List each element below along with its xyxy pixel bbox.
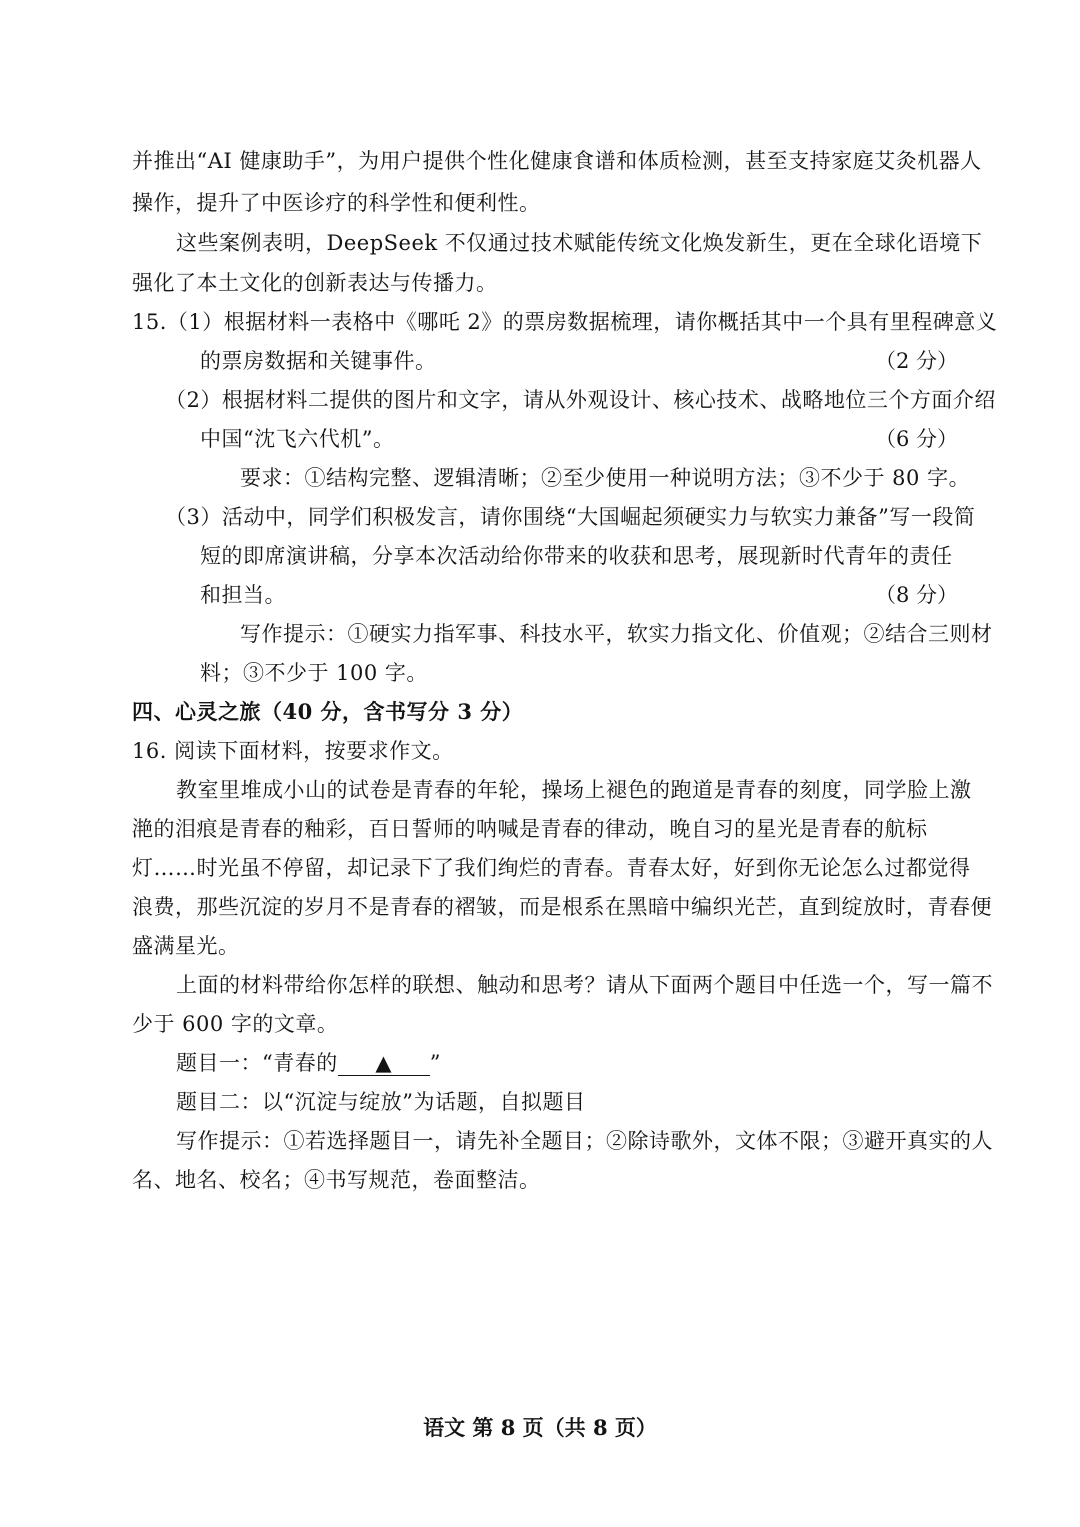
q15-part1-line-1: 15.（1）根据材料一表格中《哪吒 2》的票房数据梳理，请你概括其中一个具有里程碑意义: [132, 310, 998, 334]
topic-1-prefix: 题目一：“青春的: [176, 1051, 338, 1075]
q16-topic-2: 题目二：以“沉淀与绽放”为话题，自拟题目: [176, 1090, 586, 1114]
q15-part3-line-2: 短的即席演讲稿，分享本次活动给你带来的收获和思考，展现新时代青年的责任: [200, 544, 953, 568]
q16-material-line-2: 滟的泪痕是青春的釉彩，百日誓师的呐喊是青春的律动，晚自习的星光是青春的航标: [132, 817, 928, 841]
q15-part3-tip-2: 料；③不少于 100 字。: [200, 661, 428, 685]
q16-ask-line-2: 少于 600 字的文章。: [132, 1012, 339, 1036]
q15-part1-score: （2 分）: [874, 349, 958, 373]
q16-ask-line-1: 上面的材料带给你怎样的联想、触动和思考？请从下面两个题目中任选一个，写一篇不: [176, 973, 993, 997]
material-line-2: 操作，提升了中医诊疗的科学性和便利性。: [132, 191, 541, 215]
q16-material-line-4: 浪费，那些沉淀的岁月不是青春的褶皱，而是根系在黑暗中编织光芒，直到绽放时，青春便: [132, 895, 992, 919]
q16-writing-tip-2: 名、地名、校名；④书写规范，卷面整洁。: [132, 1168, 541, 1192]
q16-material-line-3: 灯……时光虽不停留，却记录下了我们绚烂的青春。青春太好，好到你无论怎么过都觉得: [132, 856, 971, 880]
material-line-1: 并推出“AI 健康助手”，为用户提供个性化健康食谱和体质检测，甚至支持家庭艾灸机器人: [132, 149, 982, 173]
q15-part3-line-1: （3）活动中，同学们积极发言，请你围绕“大国崛起须硬实力与软实力兼备”写一段简: [165, 505, 976, 529]
q16-material-line-1: 教室里堆成小山的试卷是青春的年轮，操场上褪色的跑道是青春的刻度，同学脸上激: [176, 778, 972, 802]
topic-1-blank: ▲: [338, 1051, 430, 1076]
q16-writing-tip-1: 写作提示：①若选择题目一，请先补全题目；②除诗歌外，文体不限；③避开真实的人: [176, 1129, 993, 1153]
q15-part3-score: （8 分）: [874, 583, 958, 607]
q16-topic-1: [176, 1048, 441, 1078]
q15-part3-tip-1: 写作提示：①硬实力指军事、科技水平，软实力指文化、价值观；②结合三则材: [240, 622, 993, 646]
q15-part2-requirement: 要求：①结构完整、逻辑清晰；②至少使用一种说明方法；③不少于 80 字。: [240, 466, 971, 490]
q15-part2-score: （6 分）: [874, 427, 958, 451]
q16-intro: 16. 阅读下面材料，按要求作文。: [132, 739, 454, 763]
q15-part1-line-2: 的票房数据和关键事件。: [200, 349, 437, 373]
q15-part2-line-1: （2）根据材料二提供的图片和文字，请从外观设计、核心技术、战略地位三个方面介绍: [165, 388, 996, 412]
section-heading: 四、心灵之旅（40 分，含书写分 3 分）: [132, 699, 524, 724]
page-footer: 语文 第 8 页（共 8 页）: [423, 1415, 657, 1440]
topic-1-suffix: ”: [429, 1051, 441, 1075]
material-line-4: 强化了本土文化的创新表达与传播力。: [132, 271, 498, 295]
q15-part2-line-2: 中国“沈飞六代机”。: [200, 427, 395, 451]
q15-part3-line-3: 和担当。: [200, 583, 286, 607]
q16-material-line-5: 盛满星光。: [132, 934, 240, 958]
material-line-3: 这些案例表明，DeepSeek 不仅通过技术赋能传统文化焕发新生，更在全球化语境下: [176, 231, 983, 255]
